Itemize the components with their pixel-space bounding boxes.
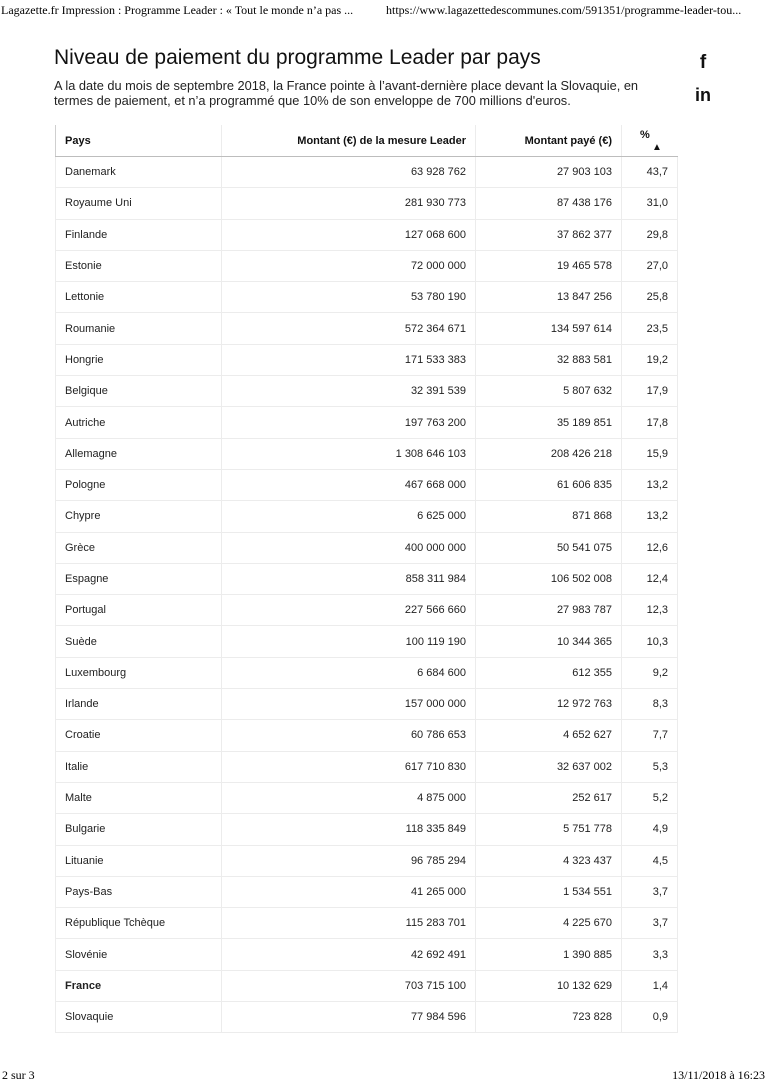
cell-montant: 572 364 671 [222,313,476,344]
cell-pays: Croatie [56,720,222,751]
table-row [56,751,678,782]
cell-pays: Suède [56,626,222,657]
cell-paye: 5 807 632 [476,376,622,407]
cell-paye: 32 883 581 [476,344,622,375]
cell-paye: 27 983 787 [476,595,622,626]
table-row [56,344,678,375]
cell-montant: 171 533 383 [222,344,476,375]
table-row [56,219,678,250]
cell-pays: Chypre [56,501,222,532]
cell-pct: 1,4 [622,970,678,1001]
cell-montant: 400 000 000 [222,532,476,563]
table-row [56,250,678,281]
column-header-montant[interactable] [222,125,476,157]
column-header-pays-label: Pays [65,134,91,147]
table-header [56,125,678,157]
cell-pays: Slovénie [56,939,222,970]
cell-pct: 13,2 [622,469,678,500]
cell-montant: 77 984 596 [222,1002,476,1033]
cell-paye: 871 868 [476,501,622,532]
cell-paye: 4 323 437 [476,845,622,876]
cell-montant: 32 391 539 [222,376,476,407]
cell-pays: Pologne [56,469,222,500]
cell-montant: 227 566 660 [222,595,476,626]
cell-pays: Allemagne [56,438,222,469]
cell-montant: 41 265 000 [222,876,476,907]
cell-montant: 281 930 773 [222,188,476,219]
cell-paye: 87 438 176 [476,188,622,219]
table-row [56,407,678,438]
table-row [56,970,678,1001]
table-row [56,376,678,407]
cell-pays: Luxembourg [56,657,222,688]
cell-montant: 115 283 701 [222,908,476,939]
cell-pct: 43,7 [622,157,678,188]
cell-paye: 208 426 218 [476,438,622,469]
cell-paye: 27 903 103 [476,157,622,188]
cell-montant: 63 928 762 [222,157,476,188]
print-footer-page: 2 sur 3 [2,1068,35,1082]
table-row [56,876,678,907]
table-row [56,689,678,720]
table-row [56,814,678,845]
cell-pct: 8,3 [622,689,678,720]
table-row [56,595,678,626]
cell-pct: 31,0 [622,188,678,219]
cell-paye: 13 847 256 [476,282,622,313]
cell-paye: 32 637 002 [476,751,622,782]
cell-pays: Lettonie [56,282,222,313]
cell-pct: 3,3 [622,939,678,970]
cell-pct: 12,4 [622,563,678,594]
cell-pays: Grèce [56,532,222,563]
cell-montant: 72 000 000 [222,250,476,281]
cell-montant: 6 684 600 [222,657,476,688]
cell-pct: 4,5 [622,845,678,876]
sort-ascending-icon[interactable]: ▲ [652,141,662,153]
cell-paye: 5 751 778 [476,814,622,845]
table-row [56,720,678,751]
cell-paye: 37 862 377 [476,219,622,250]
table-row [56,501,678,532]
cell-pays: Malte [56,782,222,813]
cell-pct: 0,9 [622,1002,678,1033]
cell-pct: 4,9 [622,814,678,845]
table-row [56,782,678,813]
cell-montant: 467 668 000 [222,469,476,500]
cell-pays: Finlande [56,219,222,250]
table-body [56,157,678,1033]
article-subtitle: A la date du mois de septembre 2018, la France pointe à l’avant-dernière place devant la Slovaquie, en termes de paiement, et n’a programmé que 10% de son enveloppe de 700 millions d'euros. [54,78,639,108]
table-row [56,469,678,500]
cell-montant: 42 692 491 [222,939,476,970]
table-header-row [56,125,678,157]
cell-montant: 858 311 984 [222,563,476,594]
cell-pays: Royaume Uni [56,188,222,219]
cell-pct: 29,8 [622,219,678,250]
cell-pct: 7,7 [622,720,678,751]
cell-pays: Estonie [56,250,222,281]
print-header [0,3,768,23]
print-header-title: Lagazette.fr Impression : Programme Leader : « Tout le monde n’a pas ... [1,3,354,17]
cell-pays: France [56,970,222,1001]
cell-montant: 127 068 600 [222,219,476,250]
cell-pct: 25,8 [622,282,678,313]
table-row [56,282,678,313]
cell-pct: 3,7 [622,908,678,939]
table-row [56,1002,678,1033]
cell-pays: Autriche [56,407,222,438]
cell-montant: 617 710 830 [222,751,476,782]
cell-pays: Roumanie [56,313,222,344]
cell-paye: 4 652 627 [476,720,622,751]
cell-montant: 118 335 849 [222,814,476,845]
cell-pays: Belgique [56,376,222,407]
column-header-montant-label: Montant (€) de la mesure Leader [297,134,466,147]
cell-pays: Lituanie [56,845,222,876]
cell-pays: Bulgarie [56,814,222,845]
table-row [56,657,678,688]
cell-montant: 53 780 190 [222,282,476,313]
cell-paye: 10 132 629 [476,970,622,1001]
cell-paye: 61 606 835 [476,469,622,500]
cell-pct: 10,3 [622,626,678,657]
table-row [56,532,678,563]
column-header-paye[interactable] [476,125,622,157]
cell-pays: Italie [56,751,222,782]
cell-pct: 5,2 [622,782,678,813]
social-share [690,50,716,108]
cell-paye: 35 189 851 [476,407,622,438]
table-row [56,438,678,469]
cell-pct: 3,7 [622,876,678,907]
cell-paye: 10 344 365 [476,626,622,657]
cell-paye: 12 972 763 [476,689,622,720]
cell-paye: 134 597 614 [476,313,622,344]
cell-pct: 12,3 [622,595,678,626]
table-row [56,188,678,219]
table-row [56,845,678,876]
cell-pays: Danemark [56,157,222,188]
cell-pays: Portugal [56,595,222,626]
cell-paye: 106 502 008 [476,563,622,594]
column-header-pct[interactable] [622,125,678,157]
print-footer [0,1068,768,1084]
cell-montant: 96 785 294 [222,845,476,876]
cell-pays: République Tchèque [56,908,222,939]
cell-paye: 1 390 885 [476,939,622,970]
column-header-paye-label: Montant payé (€) [524,134,612,147]
cell-paye: 50 541 075 [476,532,622,563]
cell-montant: 6 625 000 [222,501,476,532]
cell-pays: Hongrie [56,344,222,375]
table-row [56,157,678,188]
cell-pct: 5,3 [622,751,678,782]
table-row [56,626,678,657]
article-title: Niveau de paiement du programme Leader par pays [54,46,541,69]
cell-pct: 17,9 [622,376,678,407]
cell-pays: Irlande [56,689,222,720]
print-footer-date: 13/11/2018 à 16:23 [672,1068,765,1082]
cell-montant: 100 119 190 [222,626,476,657]
cell-montant: 197 763 200 [222,407,476,438]
cell-pct: 12,6 [622,532,678,563]
table-row [56,908,678,939]
cell-montant: 703 715 100 [222,970,476,1001]
cell-pays: Pays-Bas [56,876,222,907]
cell-montant: 60 786 653 [222,720,476,751]
cell-pct: 9,2 [622,657,678,688]
print-header-url[interactable]: https://www.lagazettedescommunes.com/591351/programme-leader-tou... [386,3,742,17]
cell-montant: 1 308 646 103 [222,438,476,469]
cell-pct: 15,9 [622,438,678,469]
cell-paye: 19 465 578 [476,250,622,281]
cell-pct: 23,5 [622,313,678,344]
column-header-pct-label: % [640,128,650,141]
payment-table [55,125,678,1033]
cell-paye: 4 225 670 [476,908,622,939]
cell-paye: 1 534 551 [476,876,622,907]
cell-pct: 19,2 [622,344,678,375]
cell-paye: 252 617 [476,782,622,813]
facebook-icon[interactable]: f [699,52,707,73]
cell-pays: Slovaquie [56,1002,222,1033]
table-row [56,939,678,970]
data-table-container [55,125,677,1033]
column-header-pays[interactable] [56,125,222,157]
cell-pays: Espagne [56,563,222,594]
cell-paye: 612 355 [476,657,622,688]
cell-pct: 13,2 [622,501,678,532]
linkedin-icon[interactable]: in [695,85,711,105]
cell-montant: 157 000 000 [222,689,476,720]
cell-pct: 17,8 [622,407,678,438]
cell-montant: 4 875 000 [222,782,476,813]
table-row [56,563,678,594]
cell-paye: 723 828 [476,1002,622,1033]
cell-pct: 27,0 [622,250,678,281]
table-row [56,313,678,344]
